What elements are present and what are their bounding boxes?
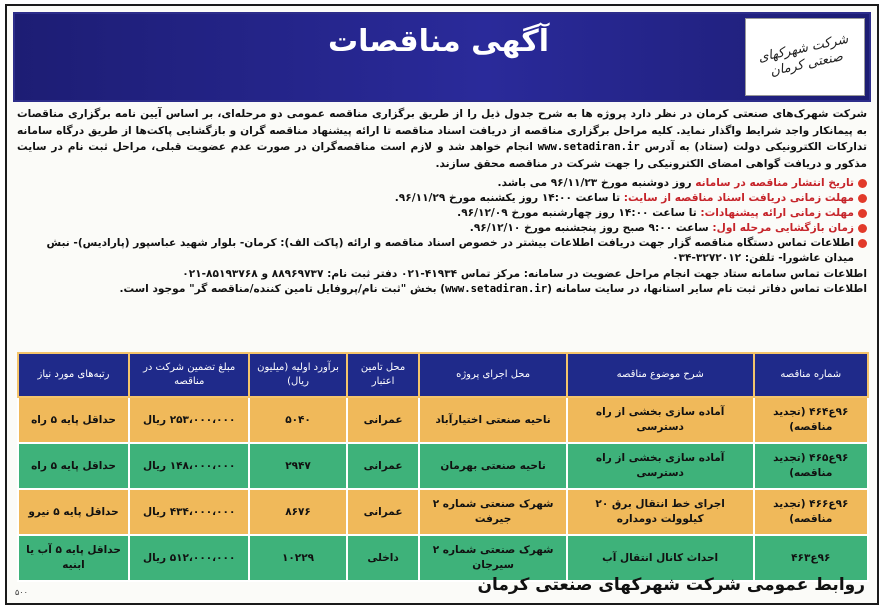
bullet-icon <box>858 239 867 248</box>
cell-tender-number: ۹۶ع۴۶۶ (تجدید مناقصه) <box>754 489 868 535</box>
cell-estimate: ۵۰۴۰ <box>249 397 346 443</box>
table-row <box>18 443 868 489</box>
table-row <box>18 397 868 443</box>
bullet-icon <box>858 209 867 218</box>
cell-estimate: ۸۶۷۶ <box>249 489 346 535</box>
cell-description: آماده سازی بخشی از راه دسترسی <box>567 443 754 489</box>
bullet-text: اطلاعات تماس دستگاه مناقصه گزار جهت دریافت اطلاعات بیشتر در خصوص اسناد مناقصه و ارائه (پاکت الف): کرمان- بلوار شهید عباسپور (پارادیس)- نبش میدان عاشورا- تلفن: ۳۲۷۲۰۱۲-۰۳۴ <box>46 237 854 264</box>
contact-text-a: اطلاعات تماس دفاتر ثبت نام سایر استانها، در سایت سامانه ( <box>547 283 867 295</box>
contact-text-b: ) بخش "ثبت نام/پروفایل تامین کننده/مناقصه گر" موجود است. <box>119 283 446 295</box>
cell-location: شهرک صنعتی شماره ۲ سیرجان <box>419 535 566 581</box>
cell-location: ناحیه صنعتی بهرمان <box>419 443 566 489</box>
cell-guarantee: ۵۱۲،۰۰۰،۰۰۰ ریال <box>129 535 249 581</box>
bullet-text: تا ساعت ۱۴:۰۰ روز چهارشنبه مورخ ۹۶/۱۲/۰۹. <box>457 207 701 219</box>
cell-funding: عمرانی <box>347 489 420 535</box>
setadiran-link[interactable]: www.setadiran.ir <box>537 141 640 153</box>
col-guarantee: مبلغ تضمین شرکت در مناقصه <box>129 353 249 397</box>
list-item <box>17 191 867 206</box>
bullet-icon <box>858 179 867 188</box>
col-description: شرح موضوع مناقصه <box>567 353 754 397</box>
bullet-label: زمان بازگشایی مرحله اول: <box>712 222 854 234</box>
tender-notice-page <box>5 4 879 605</box>
tenders-table <box>17 352 869 582</box>
bullet-label: تاریخ انتشار مناقصه در سامانه <box>695 177 854 189</box>
intro-text-1: در نظر دارد پروژه ها به شرح جدول ذیل را از طریق برگزاری مناقصه عمومی دو مرحله‌ای، بر اساس آیین نامه برگزاری مناقصات به پیمانکار واجد شرایط واگذار نماید. کلیه مراحل برگزاری مناقصه از دریافت اسناد مناقصه تا ارائه پیشنهاد مناقصه گران و بازگشایی پاکت‌ها از طریق درگاه سامانه تدارکات الکترونیکی دولت (ستاد) به آدرس <box>17 108 867 153</box>
cell-location: ناحیه صنعتی اختیارآباد <box>419 397 566 443</box>
bullet-icon <box>858 194 867 203</box>
cell-funding: عمرانی <box>347 397 420 443</box>
footer-signature: روابط عمومی شرکت شهرکهای صنعتی کرمان <box>477 575 865 595</box>
bullet-label: مهلت زمانی دریافت اسناد مناقصه از سایت: <box>623 192 854 204</box>
list-item <box>17 221 867 236</box>
table-header-row <box>18 353 868 397</box>
logo-text: شرکت شهرکهای صنعتی کرمان <box>756 31 850 80</box>
list-item <box>17 176 867 191</box>
cell-guarantee: ۴۳۴،۰۰۰،۰۰۰ ریال <box>129 489 249 535</box>
col-location: محل اجرای پروژه <box>419 353 566 397</box>
cell-estimate: ۱۰۲۲۹ <box>249 535 346 581</box>
col-tender-number: شماره مناقصه <box>754 353 868 397</box>
header-banner <box>13 12 871 102</box>
intro-paragraph <box>17 106 867 172</box>
bullet-text: روز دوشنبه مورخ ۹۶/۱۱/۲۳ می باشد. <box>497 177 696 189</box>
col-funding: محل تامین اعتبار <box>347 353 420 397</box>
col-grade: رتبه‌های مورد نیاز <box>18 353 129 397</box>
company-name: شرکت شهرک‌های صنعتی کرمان <box>696 108 868 120</box>
page-number: ۵۰۰ <box>15 588 28 597</box>
cell-guarantee: ۱۴۸،۰۰۰،۰۰۰ ریال <box>129 443 249 489</box>
list-item <box>17 236 867 266</box>
setadiran-link-2[interactable]: www.setadiran.ir <box>445 283 548 295</box>
page-title: آگهی مناقصات <box>327 24 549 59</box>
contact-info <box>17 267 867 297</box>
cell-description: آماده سازی بخشی از راه دسترسی <box>567 397 754 443</box>
schedule-list <box>17 176 867 266</box>
contact-line-1: اطلاعات تماس سامانه ستاد جهت انجام مراحل عضویت در سامانه: مرکز تماس ۴۱۹۳۴-۰۲۱ دفتر ثبت نام: ۸۸۹۶۹۷۳۷ و ۸۵۱۹۳۷۶۸-۰۲۱ <box>182 268 867 280</box>
cell-funding: داخلی <box>347 535 420 581</box>
cell-description: احداث کانال انتقال آب <box>567 535 754 581</box>
contact-line-2 <box>17 282 867 297</box>
cell-tender-number: ۹۶ع۴۶۵ (تجدید مناقصه) <box>754 443 868 489</box>
cell-grade: حداقل پایه ۵ نیرو <box>18 489 129 535</box>
cell-grade: حداقل پایه ۵ راه <box>18 443 129 489</box>
cell-estimate: ۲۹۴۷ <box>249 443 346 489</box>
bullet-text: تا ساعت ۱۴:۰۰ روز یکشنبه مورخ ۹۶/۱۱/۲۹. <box>394 192 624 204</box>
cell-funding: عمرانی <box>347 443 420 489</box>
intro-text-2: انجام خواهد شد و لازم است مناقصه‌گران در صورت عدم عضویت قبلی، مراحل ثبت نام در سایت مذکور و دریافت گواهی امضای الکترونیکی را جهت شرکت در مناقصه محقق سازند. <box>17 141 867 170</box>
bullet-text: ساعت ۹:۰۰ صبح روز پنجشنبه مورخ ۹۶/۱۲/۱۰. <box>469 222 713 234</box>
cell-tender-number: ۹۶ع۴۶۴ (تجدید مناقصه) <box>754 397 868 443</box>
company-logo <box>745 18 865 96</box>
table-row <box>18 489 868 535</box>
cell-location: شهرک صنعتی شماره ۲ جیرفت <box>419 489 566 535</box>
cell-grade: حداقل پایه ۵ آب یا ابنیه <box>18 535 129 581</box>
bullet-icon <box>858 224 867 233</box>
cell-tender-number: ۹۶ع۴۶۳ <box>754 535 868 581</box>
bullet-label: مهلت زمانی ارائه پیشنهادات: <box>700 207 854 219</box>
cell-grade: حداقل پایه ۵ راه <box>18 397 129 443</box>
col-estimate: برآورد اولیه (میلیون ریال) <box>249 353 346 397</box>
list-item <box>17 206 867 221</box>
cell-description: اجرای خط انتقال برق ۲۰ کیلوولت دومداره <box>567 489 754 535</box>
cell-guarantee: ۲۵۳،۰۰۰،۰۰۰ ریال <box>129 397 249 443</box>
